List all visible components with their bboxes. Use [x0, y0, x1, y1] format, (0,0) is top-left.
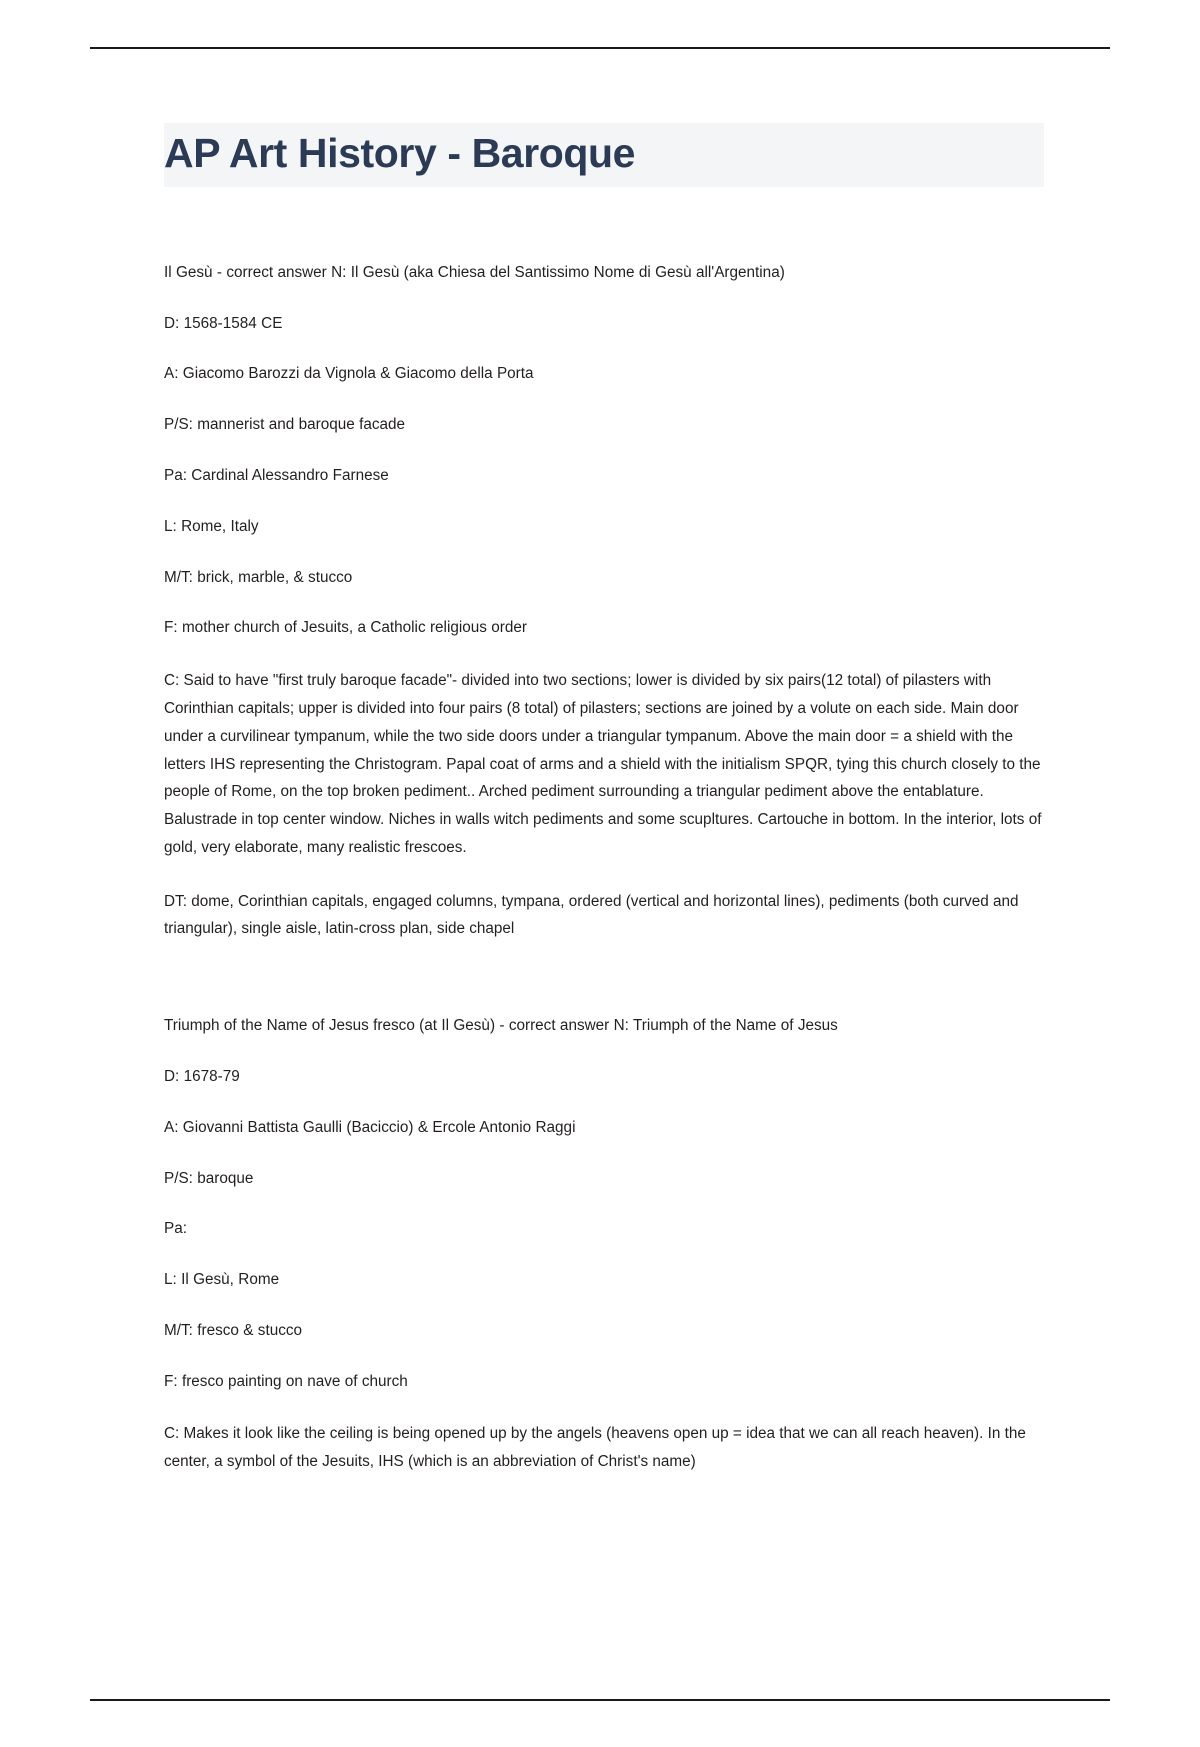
entry-period-style: P/S: mannerist and baroque facade	[164, 416, 406, 434]
entry-patron: Pa:	[164, 1220, 187, 1238]
entry-content: C: Said to have "first truly baroque facade"- divided into two sections; lower is divided by six pairs(12 total) of pilasters with Corinthian capitals; upper is divided into four pairs (8 total) of pilasters; sections are joined by a volute on each side. Main door under a curvilinear tympanum, while the two side doors under a triangular tympanum. Above the main door = a shield with the letters IHS representing the Christogram. Papal coat of arms and a shield with the initialism SPQR, tying this church closely to the people of Rome, on the top broken pediment.. Arched pediment surrounding a triangular pediment above the entablature. Balustrade in top center window. Niches in walls witch pediments and some scupltures. Cartouche in bottom. In the interior, lots of gold, very elaborate, many realistic frescoes.	[164, 672, 1042, 856]
entry-artist: A: Giovanni Battista Gaulli (Baciccio) & Ercole Antonio Raggi	[164, 1118, 576, 1136]
entry-location: L: Il Gesù, Rome	[164, 1271, 280, 1289]
page-title: AP Art History - Baroque	[164, 130, 636, 176]
header-divider	[90, 47, 1110, 49]
entry-materials: M/T: fresco & stucco	[164, 1321, 303, 1339]
document-page	[0, 47, 1200, 1747]
footer-divider	[90, 1699, 1110, 1701]
entry-period-style: P/S: baroque	[164, 1169, 254, 1187]
entry-date: D: 1678-79	[164, 1068, 240, 1086]
entry-prompt: Triumph of the Name of Jesus fresco (at Il Gesù) - correct answer N: Triumph of the Name of Jesus	[164, 1017, 838, 1035]
entry-materials: M/T: brick, marble, & stucco	[164, 568, 353, 586]
entry-location: L: Rome, Italy	[164, 517, 259, 535]
entry-prompt: Il Gesù - correct answer N: Il Gesù (aka Chiesa del Santissimo Nome di Gesù all'Argentina)	[164, 263, 785, 281]
entry-patron: Pa: Cardinal Alessandro Farnese	[164, 466, 389, 484]
entry-content: C: Makes it look like the ceiling is being opened up by the angels (heavens open up = idea that we can all reach heaven). In the center, a symbol of the Jesuits, IHS (which is an abbreviation of Christ's name)	[164, 1425, 1026, 1471]
entry-date: D: 1568-1584 CE	[164, 314, 283, 332]
entry-details: DT: dome, Corinthian capitals, engaged columns, tympana, ordered (vertical and horizontal lines), pediments (both curved and triangular), single aisle, latin-cross plan, side chapel	[164, 892, 1019, 938]
page-content	[156, 123, 1044, 1476]
entry-triumph-of-the-name-of-jesus	[164, 1014, 1044, 1476]
title-band	[164, 123, 1044, 187]
entry-function: F: mother church of Jesuits, a Catholic religious order	[164, 619, 527, 637]
entry-il-gesu	[164, 261, 1044, 942]
entry-list	[164, 261, 1044, 1476]
entry-artist: A: Giacomo Barozzi da Vignola & Giacomo della Porta	[164, 365, 534, 383]
entry-function: F: fresco painting on nave of church	[164, 1372, 408, 1390]
